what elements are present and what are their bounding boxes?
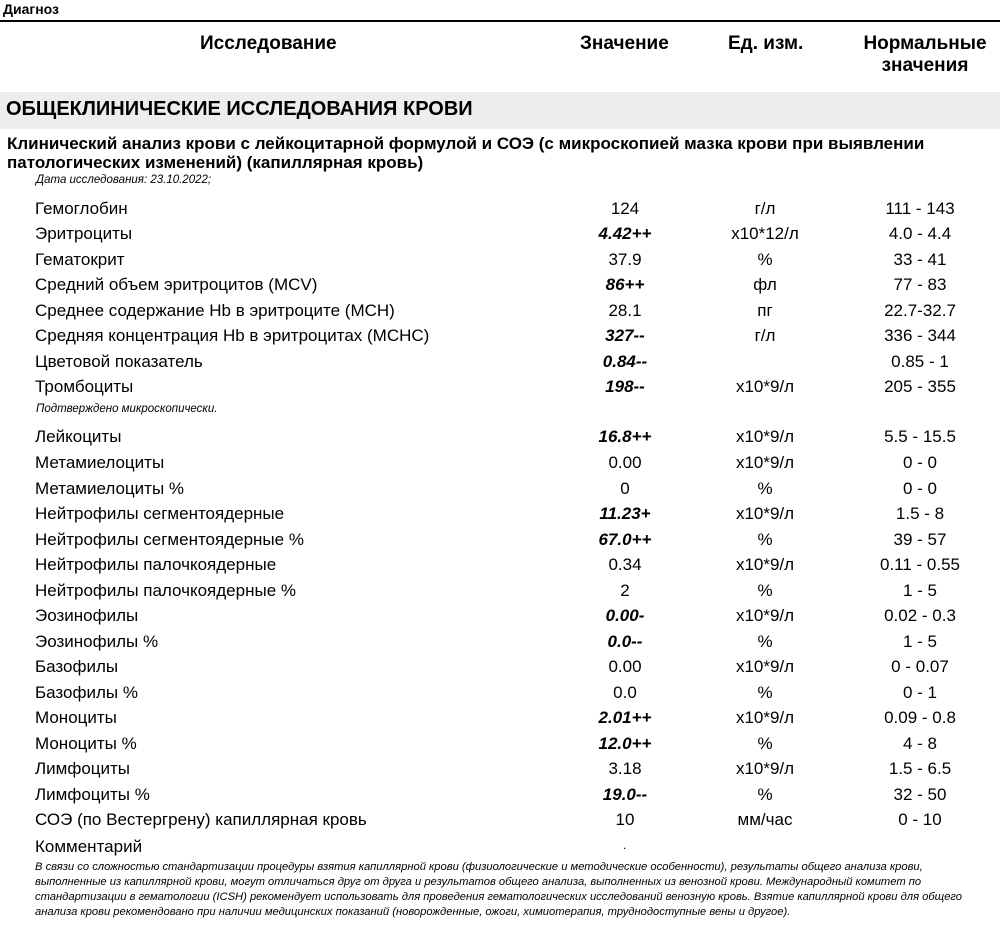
row-value: 37.9: [608, 250, 642, 269]
row-norm: 33 - 41: [893, 250, 947, 269]
row-value: 0.00: [608, 657, 642, 676]
row-norm: 4.0 - 4.4: [888, 224, 952, 243]
diagnosis-label: Диагноз: [3, 1, 59, 17]
row-norm: 0 - 10: [898, 810, 942, 829]
table-row: [0, 529, 1000, 554]
header-normal: [850, 33, 1000, 77]
row-value: 0.84--: [602, 352, 648, 371]
row-unit: мм/час: [737, 810, 793, 829]
row-name: СОЭ (по Вестергрену) капиллярная кровь: [35, 810, 367, 829]
row-unit: x10*9/л: [735, 657, 795, 676]
row-unit: x10*9/л: [735, 606, 795, 625]
row-norm: 336 - 344: [884, 326, 956, 345]
header-normal-line1: Нормальные: [863, 33, 987, 54]
table-row: [0, 605, 1000, 630]
confirm-note: Подтверждено микроскопически.: [36, 403, 218, 415]
row-norm: 22.7-32.7: [884, 301, 956, 320]
row-value: 4.42++: [598, 224, 652, 243]
row-value: 28.1: [608, 301, 642, 320]
row-unit: пг: [757, 301, 773, 320]
analysis-title: Клинический анализ крови с лейкоцитарной формулой и СОЭ (с микроскопией мазка крови при выявлении патологических изменений) (капиллярная кровь): [7, 134, 925, 172]
row-name: Эозинофилы %: [35, 632, 159, 651]
table-row: [0, 426, 1000, 451]
comment-label: Комментарий: [35, 837, 143, 856]
row-norm: 0 - 0.07: [891, 657, 949, 676]
row-norm: 39 - 57: [893, 530, 947, 549]
row-name: Тромбоциты: [35, 377, 134, 396]
row-name: Цветовой показатель: [35, 352, 203, 371]
header-unit: Ед. изм.: [728, 33, 804, 54]
row-unit: x10*9/л: [735, 759, 795, 778]
row-unit: г/л: [754, 199, 776, 218]
row-value: 2.01++: [598, 708, 652, 727]
disclaimer-note: В связи со сложностью стандартизации процедуры взятия капиллярной крови (физиологические и методические особенности), результаты общего анализа крови, выполненные из капиллярной крови, могут отличаться друг от друга и результатов общего анализа, выполненных из венозной крови. Международный комитет по стандартизации в гематологии (ICSH) рекомендует использовать для проведения гематологических исследований венозную кровь. Взятие капиллярной крови для общего анализа крови рекомендовано при наличии медицинских показаний (новорожденные, ожоги, химиотерапия, труднодоступные вены и другое).: [35, 861, 963, 918]
row-unit: x10*9/л: [735, 708, 795, 727]
table-row: [0, 223, 1000, 248]
row-norm: 0.85 - 1: [891, 352, 949, 371]
row-norm: 4 - 8: [902, 734, 938, 753]
row-norm: 77 - 83: [893, 275, 947, 294]
table-row: [0, 198, 1000, 223]
row-value: 0.00: [608, 453, 642, 472]
table-row: [0, 656, 1000, 681]
row-value: 0: [620, 479, 630, 498]
row-value: 12.0++: [598, 734, 652, 753]
row-norm: 32 - 50: [893, 785, 947, 804]
table-row: [0, 809, 1000, 834]
row-value: 10: [615, 810, 635, 829]
row-unit: x10*9/л: [735, 504, 795, 523]
section-header: [0, 92, 1000, 129]
row-unit: %: [757, 734, 773, 753]
row-name: Базофилы: [35, 657, 119, 676]
row-value: 0.0: [613, 683, 637, 702]
row-value: 67.0++: [598, 530, 652, 549]
row-name: Эозинофилы: [35, 606, 139, 625]
row-value: 3.18: [608, 759, 642, 778]
row-name: Нейтрофилы палочкоядерные %: [35, 581, 296, 600]
table-row: [0, 733, 1000, 758]
row-norm: 1.5 - 6.5: [888, 759, 952, 778]
table-row: [0, 631, 1000, 656]
row-name: Метамиелоциты: [35, 453, 165, 472]
table-row: [0, 682, 1000, 707]
row-value: 0.0--: [607, 632, 643, 651]
row-name: Лимфоциты %: [35, 785, 150, 804]
row-norm: 5.5 - 15.5: [884, 427, 956, 446]
header-normal-line2: значения: [881, 55, 969, 76]
row-name: Базофилы %: [35, 683, 138, 702]
row-name: Моноциты %: [35, 734, 137, 753]
row-unit: %: [757, 683, 773, 702]
row-unit: %: [757, 632, 773, 651]
row-value: 124: [610, 199, 640, 218]
row-name: Нейтрофилы палочкоядерные: [35, 555, 277, 574]
row-unit: x10*9/л: [735, 453, 795, 472]
row-norm: 0 - 0: [902, 479, 938, 498]
row-value: 11.23+: [599, 504, 651, 523]
table-row: [0, 249, 1000, 274]
row-unit: x10*9/л: [735, 377, 795, 396]
row-name: Среднее содержание Hb в эритроците (MCH): [35, 301, 395, 320]
table-row: [0, 503, 1000, 528]
row-name: Моноциты: [35, 708, 117, 727]
row-name: Метамиелоциты %: [35, 479, 185, 498]
row-value: 2: [620, 581, 630, 600]
row-unit: г/л: [754, 326, 776, 345]
row-name: Лимфоциты: [35, 759, 131, 778]
row-unit: %: [757, 581, 773, 600]
row-name: Лейкоциты: [35, 427, 122, 446]
row-name: Нейтрофилы сегментоядерные %: [35, 530, 304, 549]
row-norm: 1 - 5: [902, 632, 938, 651]
row-name: Нейтрофилы сегментоядерные: [35, 504, 285, 523]
row-unit: x10*9/л: [735, 555, 795, 574]
row-value: 327--: [605, 326, 645, 345]
row-norm: 0.09 - 0.8: [884, 708, 956, 727]
row-norm: 111 - 143: [885, 199, 955, 218]
row-name: Средняя концентрация Hb в эритроцитах (MCHC): [35, 326, 430, 345]
row-norm: 1 - 5: [902, 581, 938, 600]
row-value: 0.34: [608, 555, 642, 574]
table-row: [0, 351, 1000, 376]
row-name: Гематокрит: [35, 250, 125, 269]
table-row: [0, 707, 1000, 732]
table-row: [0, 554, 1000, 579]
row-name: Гемоглобин: [35, 199, 128, 218]
row-value: 16.8++: [598, 427, 652, 446]
row-norm: 0.02 - 0.3: [884, 606, 956, 625]
row-value: 0.00-: [605, 606, 645, 625]
table-row: [0, 478, 1000, 503]
row-unit: x10*9/л: [735, 427, 795, 446]
row-norm: 205 - 355: [884, 377, 956, 396]
row-value: 198--: [605, 377, 645, 396]
row-name: Средний объем эритроцитов (MCV): [35, 275, 318, 294]
row-name: Эритроциты: [35, 224, 133, 243]
row-norm: 0.11 - 0.55: [879, 555, 961, 574]
row-unit: фл: [753, 275, 777, 294]
study-date: Дата исследования: 23.10.2022;: [36, 174, 212, 186]
comment-value: .: [623, 838, 627, 852]
row-unit: %: [757, 530, 773, 549]
table-row: [0, 580, 1000, 605]
table-row: [0, 784, 1000, 809]
table-row: [0, 376, 1000, 401]
header-divider: [0, 20, 1000, 22]
row-unit: x10*12/л: [731, 224, 799, 243]
row-norm: 0 - 1: [902, 683, 938, 702]
row-unit: %: [757, 785, 773, 804]
table-row: [0, 758, 1000, 783]
table-row: [0, 325, 1000, 350]
section-title: ОБЩЕКЛИНИЧЕСКИЕ ИССЛЕДОВАНИЯ КРОВИ: [6, 98, 473, 120]
row-unit: %: [757, 479, 773, 498]
row-unit: %: [757, 250, 773, 269]
table-row: [0, 300, 1000, 325]
header-study: Исследование: [200, 33, 337, 54]
table-row: [0, 274, 1000, 299]
row-norm: 0 - 0: [902, 453, 938, 472]
row-value: 86++: [605, 275, 645, 294]
header-value: Значение: [580, 33, 669, 54]
row-value: 19.0--: [602, 785, 648, 804]
row-norm: 1.5 - 8: [895, 504, 945, 523]
table-row: [0, 452, 1000, 477]
